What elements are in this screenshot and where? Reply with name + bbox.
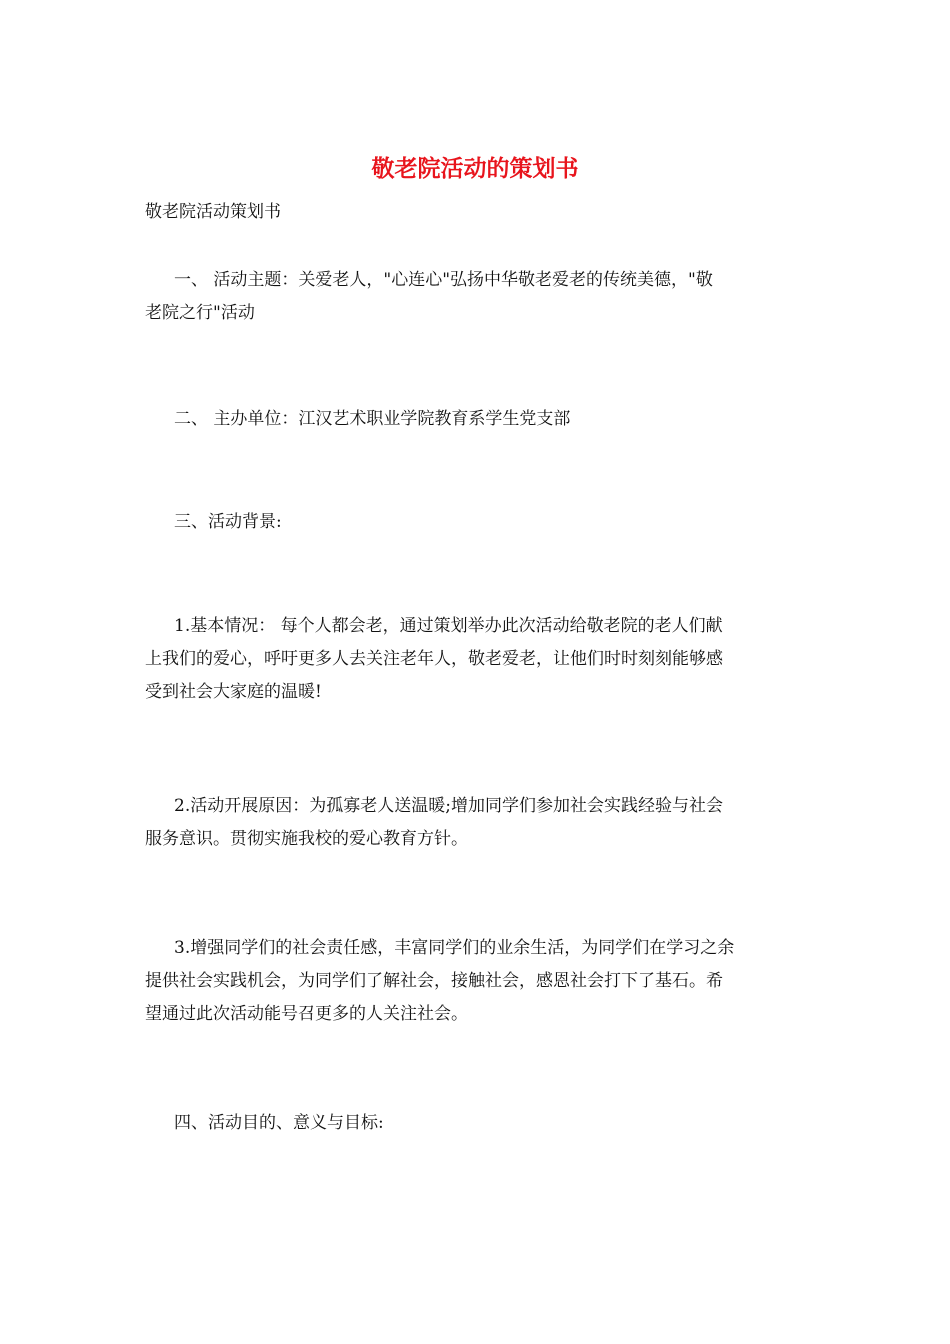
section-goals-heading-line: 四、活动目的、意义与目标: [174,1113,384,1133]
paragraph-responsibility-line-3: 望通过此次活动能号召更多的人关注社会。 [145,1004,468,1024]
paragraph-responsibility [145,932,805,1031]
section-theme-line-1: 一、 活动主题：关爱老人，"心连心"弘扬中华敬老爱老的传统美德，"敬 [174,270,713,290]
paragraph-basic-situation-line-2: 上我们的爱心，呼吁更多人去关注老年人，敬老爱老，让他们时时刻刻能够感 [145,649,723,669]
paragraph-responsibility-line-1: 3.增强同学们的社会责任感，丰富同学们的业余生活，为同学们在学习之余 [174,938,735,958]
paragraph-basic-situation [145,610,805,709]
section-organizer-line-1: 二、 主办单位：江汉艺术职业学院教育系学生党支部 [174,409,571,429]
document-subtitle [145,196,805,229]
section-background-heading-line: 三、活动背景: [174,512,282,532]
paragraph-responsibility-line-2: 提供社会实践机会，为同学们了解社会，接触社会，感恩社会打下了基石。希 [145,971,723,991]
section-organizer [145,403,805,436]
subtitle-text: 敬老院活动策划书 [145,202,281,222]
paragraph-reasons-line-2: 服务意识。贯彻实施我校的爱心教育方针。 [145,829,468,849]
paragraph-reasons-line-1: 2.活动开展原因：为孤寡老人送温暖;增加同学们参加社会实践经验与社会 [174,796,723,816]
paragraph-reasons [145,790,805,856]
section-theme [145,264,805,330]
section-background-heading [145,506,805,539]
paragraph-basic-situation-line-3: 受到社会大家庭的温暖! [145,682,322,702]
paragraph-basic-situation-line-1: 1.基本情况： 每个人都会老，通过策划举办此次活动给敬老院的老人们献 [174,616,723,636]
section-theme-line-2: 老院之行"活动 [145,303,255,323]
document-title: 敬老院活动的策划书 [371,155,579,182]
section-goals-heading [145,1107,805,1140]
